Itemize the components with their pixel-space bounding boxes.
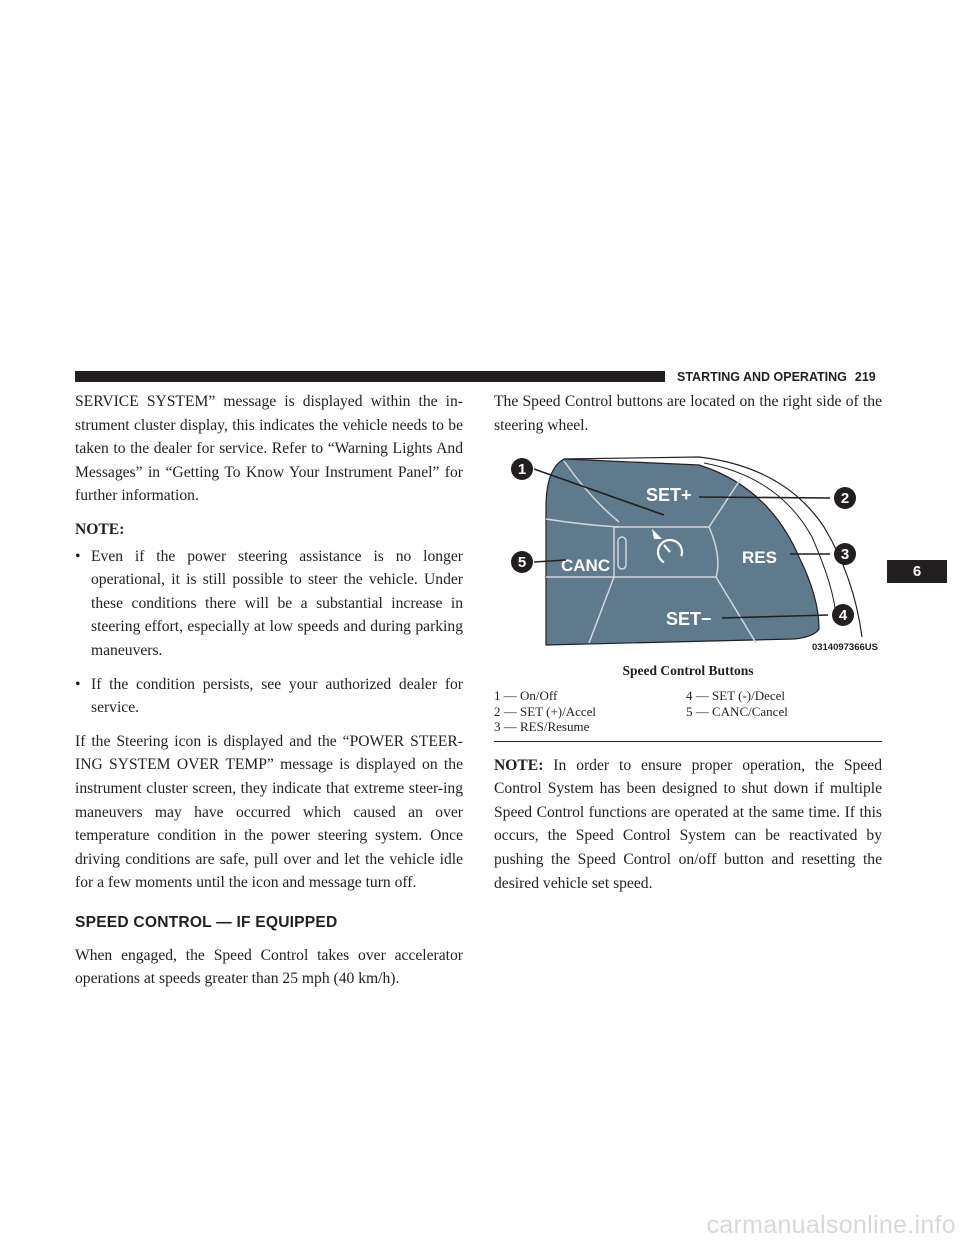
list-item xyxy=(75,673,463,720)
note-label: NOTE: xyxy=(75,520,125,538)
svg-text:5: 5 xyxy=(517,554,527,572)
callout-1-badge xyxy=(511,458,533,480)
svg-text:4: 4 xyxy=(838,607,848,625)
figure-legend xyxy=(494,688,882,742)
note-text: In order to ensure proper operation, the Speed Control System has been designed to shut down if multiple Speed Control functions are operated at the same time. If this occurs, the Speed Control System can be reactivated by pushing the Speed Control on/off button and resetting the desired vehicle set speed. xyxy=(494,756,882,892)
svg-text:2: 2 xyxy=(840,490,850,508)
svg-text:3: 3 xyxy=(840,546,850,564)
figure-caption: Speed Control Buttons xyxy=(622,663,754,679)
bullet-text: If the condition persists, see your authorized dealer for service. xyxy=(91,675,463,717)
paragraph-buttons-location: The Speed Control buttons are located on the right side of the steering wheel. xyxy=(494,393,882,434)
section-heading: SPEED CONTROL — IF EQUIPPED xyxy=(75,913,338,931)
note-bullet-list xyxy=(75,545,463,720)
paragraph-steering-temp: If the Steering icon is displayed and the “POWER STEER-ING SYSTEM OVER TEMP” message is displayed on the instrument cluster screen, they indicate that extreme steer-ing maneuvers may have occurred which caused an over temperature condition in the power steering system. Once driving conditions are safe, pull over and let the vehicle idle for a few moments until the icon and message turn off. xyxy=(75,732,463,892)
left-column xyxy=(75,390,463,991)
legend-item: 5 — CANC/Cancel xyxy=(686,703,788,719)
callout-4-badge xyxy=(832,604,854,626)
callout-2-badge xyxy=(834,487,856,509)
paragraph-speed-control: When engaged, the Speed Control takes over accelerator operations at speeds greater than 25 mph (40 km/h). xyxy=(75,946,463,988)
note-label: NOTE: xyxy=(494,756,544,774)
legend-item: 1 — On/Off xyxy=(494,688,558,704)
watermark: carmanualsonline.info xyxy=(706,1211,956,1239)
bullet-text: Even if the power steering assistance is no longer operational, it is still possible to steer the vehicle. Under these conditions there will be a substantial increase in steering effort, especially at low speeds and during parking maneuvers. xyxy=(91,547,463,659)
right-column xyxy=(494,390,882,895)
page-number: 219 xyxy=(854,370,876,384)
speed-control-figure xyxy=(494,447,882,657)
set-minus-label: SET− xyxy=(666,609,712,630)
list-item xyxy=(75,545,463,663)
legend-item: 4 — SET (-)/Decel xyxy=(686,688,786,704)
paragraph-service-system: SERVICE SYSTEM” message is displayed within the in-strument cluster display, this indicates the vehicle needs to be taken to the dealer for service. Refer to “Warning Lights And Messages” in “Getting To Know Your Instrument Panel” for further information. xyxy=(75,393,463,505)
chapter-tab: 6 xyxy=(887,560,947,583)
steering-wheel-illustration xyxy=(494,447,882,657)
header-section-title: STARTING AND OPERATING xyxy=(677,370,847,384)
set-plus-label: SET+ xyxy=(646,485,692,506)
note-paragraph xyxy=(494,754,882,896)
legend-item: 2 — SET (+)/Accel xyxy=(494,703,597,719)
svg-text:1: 1 xyxy=(517,461,527,479)
bullet-glyph: • xyxy=(75,547,81,565)
legend-item: 3 — RES/Resume xyxy=(494,719,590,735)
running-header xyxy=(677,369,887,385)
res-label: RES xyxy=(742,548,777,568)
callout-5-badge xyxy=(511,551,533,573)
bullet-glyph: • xyxy=(75,675,81,693)
image-code: 0314097366US xyxy=(811,642,878,654)
callout-3-badge xyxy=(834,543,856,565)
canc-label: CANC xyxy=(561,556,611,576)
header-rule xyxy=(75,371,665,382)
